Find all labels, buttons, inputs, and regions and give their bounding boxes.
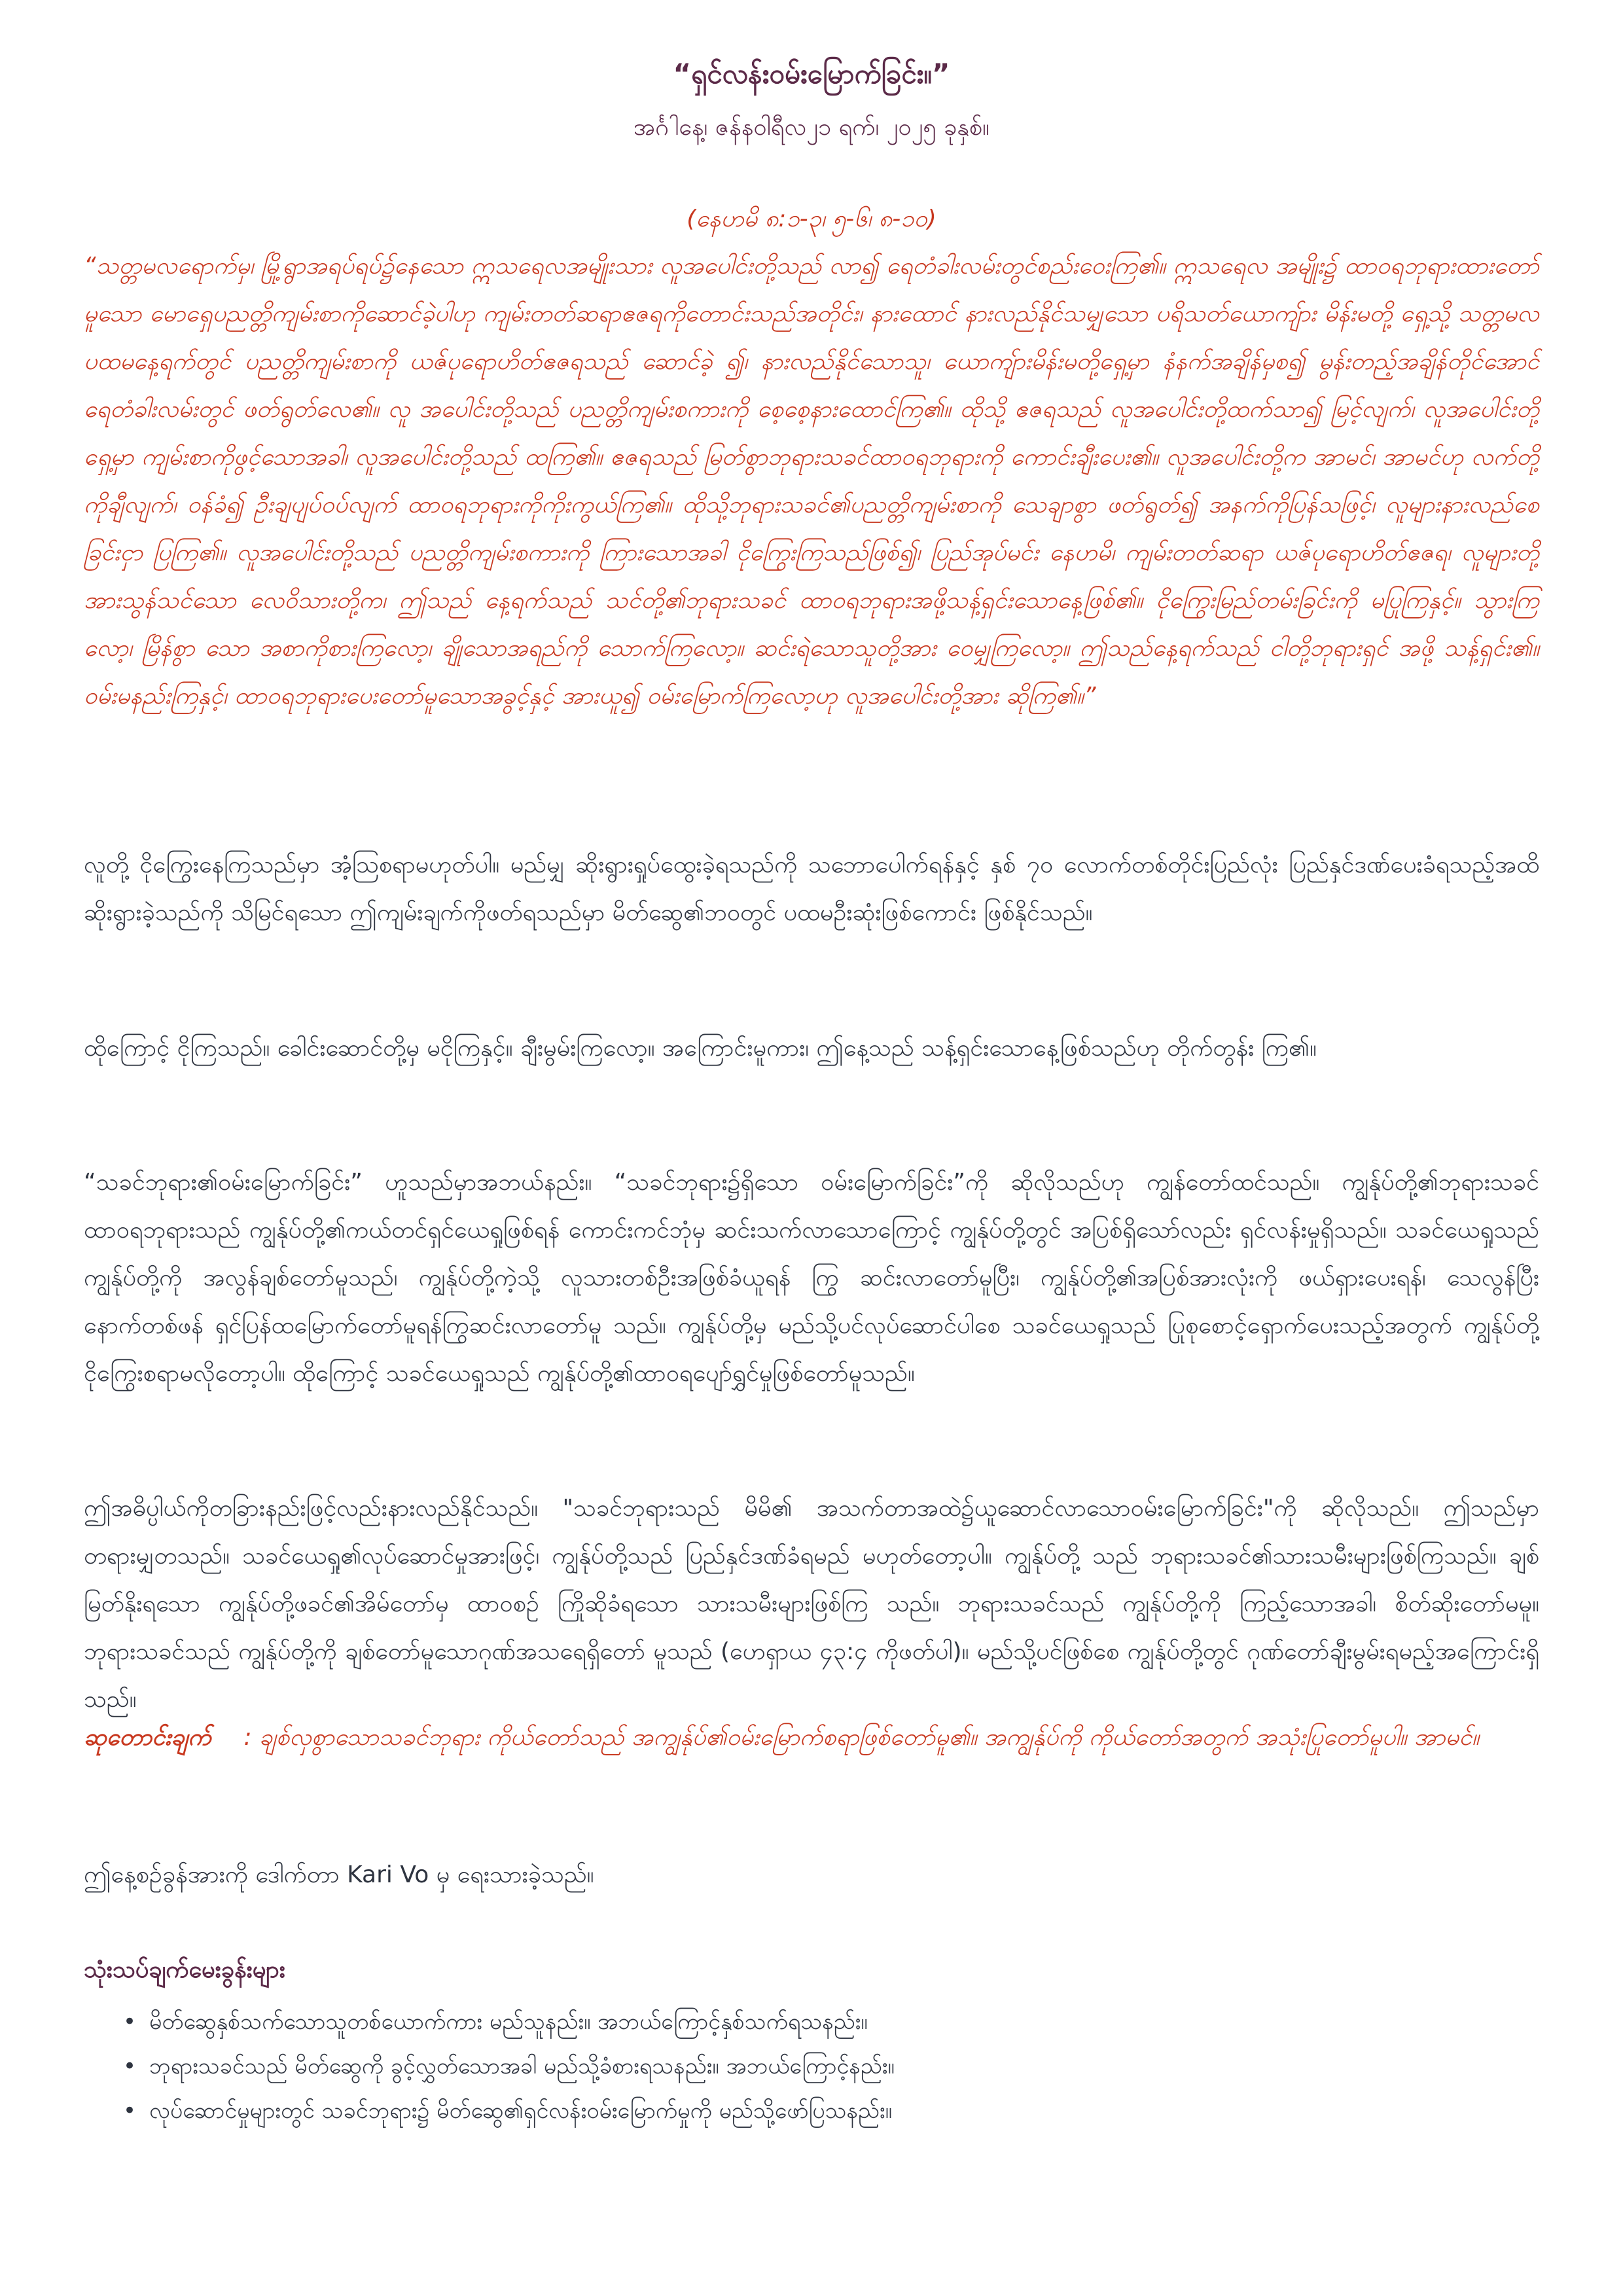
page-date: အင်္ဂါနေ့၊ ဇန်နဝါရီလ၂၁ ရက်၊ ၂၀၂၅ ခုနှစ်။ [633,114,990,141]
page-title: “ရှင်လန်းဝမ်းမြောက်ခြင်း။” [673,58,950,90]
bullet-icon: • [123,2009,137,2035]
question-text: လုပ်ဆောင်မှုများတွင် သခင်ဘုရား၌ မိတ်ဆွေ၏ရှင်လန်းဝမ်းမြောက်မှုကို မည်သို့ဖော်ပြသနည်း။ [149,2098,892,2124]
questions-list [84,2000,1539,2133]
author-note: ဤနေ့စဉ်ခွန်အားကို ဒေါက်တာ Kari Vo မှ ရေးသားခဲ့သည်။ [84,1861,594,1888]
scripture-reference: (နေဟမိ ၈:၁-၃၊ ၅-၆၊ ၈-၁၀) [687,206,936,232]
body-paragraph-3: “သခင်ဘုရား၏ဝမ်းမြောက်ခြင်း” ဟူသည်မှာအဘယ်နည်း။ “သခင်ဘုရား၌ရှိသော ဝမ်းမြောက်ခြင်း”ကို ဆိုလိုသည်ဟု ကျွန်တော်ထင်သည်။ ကျွန်ုပ်တို့၏ဘုရားသခင် ထာဝရဘုရားသည် ကျွန်ုပ်တို့၏ကယ်တင်ရှင်ယေရှုဖြစ်ရန် ကောင်းကင်ဘုံမှ ဆင်းသက်လာသောကြောင့် ကျွန်ုပ်တို့တွင် အပြစ်ရှိသော်လည်း ရှင်လန်းမှုရှိသည်။ သခင်ယေရှုသည် ကျွန်ုပ်တို့ကို အလွန်ချစ်တော်မူသည်၊ ကျွန်ုပ်တို့ကဲ့သို့ လူသားတစ်ဦးအဖြစ်ခံယူရန် ကြွ ဆင်းလာတော်မူပြီး၊ ကျွန်ုပ်တို့၏အပြစ်အားလုံးကို ဖယ်ရှားပေးရန်၊ သေလွန်ပြီးနောက်တစ်ဖန် ရှင်ပြန်ထမြောက်တော်မူရန်ကြွဆင်းလာတော်မူ သည်။ ကျွန်ုပ်တို့မှ မည်သို့ပင်လုပ်ဆောင်ပါစေ သခင်ယေရှုသည် ပြုစုစောင့်ရှောက်ပေးသည့်အတွက် ကျွန်ုပ်တို့ငိုကြွေးစရာမလိုတော့ပါ။ ထိုကြောင့် သခင်ယေရှုသည် ကျွန်ုပ်တို့၏ထာဝရပျော်ရွှင်မှုဖြစ်တော်မူသည်။ [84,1169,1539,1387]
body-paragraph-4: ဤအဓိပ္ပါယ်ကိုတခြားနည်းဖြင့်လည်းနားလည်နိုင်သည်။ "သခင်ဘုရားသည် မိမိ၏ အသက်တာအထဲ၌ယူဆောင်လာသောဝမ်းမြောက်ခြင်း"ကို ဆိုလိုသည်။ ဤသည်မှာ တရားမျှတသည်။ သခင်ယေရှု၏လုပ်ဆောင်မှုအားဖြင့်၊ ကျွန်ုပ်တို့သည် ပြည်နှင်ဒဏ်ခံရမည် မဟုတ်တော့ပါ။ ကျွန်ုပ်တို့ သည် ဘုရားသခင်၏သားသမီးများဖြစ်ကြသည်။ ချစ်မြတ်နိုးရသော ကျွန်ုပ်တို့ဖခင်၏အိမ်တော်မှ ထာဝစဉ် ကြိုဆိုခံရသော သားသမီးများဖြစ်ကြ သည်။ ဘုရားသခင်သည် ကျွန်ုပ်တို့ကို ကြည့်သောအခါ၊ စိတ်ဆိုးတော်မမူ။ ဘုရားသခင်သည် ကျွန်ုပ်တို့ကို ချစ်တော်မူသောဂုဏ်အသရေရှိတော် မူသည် (ဟေရှာယ ၄၃:၄ ကိုဖတ်ပါ)။ မည်သို့ပင်ဖြစ်စေ ကျွန်ုပ်တို့တွင် ဂုဏ်တော်ချီးမွမ်းရမည့်အကြောင်းရှိသည်။ [84,1495,1539,1713]
question-item [84,2044,1539,2089]
bullet-icon: • [123,2098,137,2124]
prayer-label: ဆုတောင်းချက် [84,1724,211,1751]
questions-heading: သုံးသပ်ချက်မေးခွန်းများ [84,1956,285,1983]
scripture-passage: “သတ္တမလရောက်မှ၊ မြို့ရွာအရပ်ရပ်၌နေသော ဣသရေလအမျိုးသား လူအပေါင်းတို့သည် လာ၍ ရေတံခါးလမ်းတွင်စည်းဝေးကြ၏။ ဣသရေလ အမျိုး၌ ထာဝရဘုရားထားတော်မူသော မောရှေပညတ္တိကျမ်းစာကိုဆောင်ခဲ့ပါဟု ကျမ်းတတ်ဆရာဧဇရကိုတောင်းသည်အတိုင်း၊ နားထောင် နားလည်နိုင်သမျှသော ပရိသတ်ယောကျ်ား မိန်းမတို့ ရှေ့သို့ သတ္တမလပထမနေ့ရက်တွင် ပညတ္တိကျမ်းစာကို ယဇ်ပုရောဟိတ်ဧဇရသည် ဆောင်ခဲ့ ၍၊ နားလည်နိုင်သောသူ၊ ယောကျ်ားမိန်းမတို့ရှေ့မှာ နံနက်အချိန်မှစ၍ မွန်းတည့်အချိန်တိုင်အောင် ရေတံခါးလမ်းတွင် ဖတ်ရွတ်လေ၏။ လူ အပေါင်းတို့သည် ပညတ္တိကျမ်းစကားကို စေ့စေ့နားထောင်ကြ၏။ ထိုသို့ ဧဇရသည် လူအပေါင်းတို့ထက်သာ၍ မြင့်လျက်၊ လူအပေါင်းတို့ရှေ့မှာ ကျမ်းစာကိုဖွင့်သောအခါ၊ လူအပေါင်းတို့သည် ထကြ၏။ ဧဇရသည် မြတ်စွာဘုရားသခင်ထာဝရဘုရားကို ကောင်းချီးပေး၏။ လူအပေါင်းတို့က အာမင်၊ အာမင်ဟု လက်တို့ကိုချီလျက်၊ ဝန်ခံ၍ ဦးချပျပ်ဝပ်လျက် ထာဝရဘုရားကိုကိုးကွယ်ကြ၏။ ထိုသို့ဘုရားသခင်၏ပညတ္တိကျမ်းစာကို သေချာစွာ ဖတ်ရွတ်၍ အနက်ကိုပြန်သဖြင့်၊ လူများနားလည်စေခြင်းငှာ ပြကြ၏။ လူအပေါင်းတို့သည် ပညတ္တိကျမ်းစကားကို ကြားသောအခါ ငိုကြွေးကြသည်ဖြစ်၍၊ ပြည်အုပ်မင်း နေဟမိ၊ ကျမ်းတတ်ဆရာ ယဇ်ပုရောဟိတ်ဧဇရ၊ လူများတို့အားသွန်သင်သော လေဝိသားတို့က၊ ဤသည် နေ့ရက်သည် သင်တို့၏ဘုရားသခင် ထာဝရဘုရားအဖို့သန့်ရှင်းသောနေ့ဖြစ်၏။ ငိုကြွေးမြည်တမ်းခြင်းကို မပြုကြနှင့်။ သွားကြလော့၊ မြိန်စွာ သော အစာကိုစားကြလော့၊ ချိုသောအရည်ကို သောက်ကြလော့။ ဆင်းရဲသောသူတို့အား ဝေမျှကြလော့။ ဤသည်နေ့ရက်သည် ငါတို့ဘုရားရှင် အဖို့ သန့်ရှင်း၏။ ဝမ်းမနည်းကြနှင့်၊ ထာဝရဘုရားပေးတော်မူသောအခွင့်နှင့် အားယူ၍ ဝမ်းမြောက်ကြလော့ဟု လူအပေါင်းတို့အား ဆိုကြ၏။” [84,253,1539,709]
question-text: မိတ်ဆွေနှစ်သက်သောသူတစ်ယောက်ကား မည်သူနည်း။ အဘယ်ကြောင့်နှစ်သက်ရသနည်း။ [149,2009,868,2035]
bullet-icon: • [123,2053,137,2079]
question-text: ဘုရားသခင်သည် မိတ်ဆွေကို ခွင့်လွှတ်သောအခါ မည်သို့ခံစားရသနည်း။ အဘယ်ကြောင့်နည်း။ [149,2053,895,2079]
body-paragraph-2: ထိုကြောင့် ငိုကြသည်။ ခေါင်းဆောင်တို့မှ မငိုကြနှင့်။ ချီးမွမ်းကြလော့။ အကြောင်းမူကား၊ ဤနေ့သည် သန့်ရှင်းသောနေ့ဖြစ်သည်ဟု တိုက်တွန်း ကြ၏။ [84,1035,1317,1062]
prayer-text: : ချစ်လှစွာသောသခင်ဘုရား ကိုယ်တော်သည် အကျွန်ုပ်၏ဝမ်းမြောက်စရာဖြစ်တော်မူ၏။ အကျွန်ုပ်ကို ကိုယ်တော်အတွက် အသုံးပြုတော်မူပါ။ အာမင်။ [243,1724,1480,1751]
question-item [84,2000,1539,2044]
body-paragraph-1: လူတို့ ငိုကြွေးနေကြသည်မှာ အံ့ဩစရာမဟုတ်ပါ။ မည်မျှ ဆိုးရွားရှုပ်ထွေးခဲ့ရသည်ကို သဘောပေါက်ရန်နှင့် နှစ် ၇၀ လောက်တစ်တိုင်းပြည်လုံး ပြည်နှင်ဒဏ်ပေးခံရသည့်အထိ ဆိုးရွားခဲ့သည်ကို သိမြင်ရသော ဤကျမ်းချက်ကိုဖတ်ရသည်မှာ မိတ်ဆွေ၏ဘဝတွင် ပထမဦးဆုံးဖြစ်ကောင်း ဖြစ်နိုင်သည်။ [84,852,1539,926]
question-item [84,2089,1539,2133]
prayer-block [84,1713,1539,1761]
